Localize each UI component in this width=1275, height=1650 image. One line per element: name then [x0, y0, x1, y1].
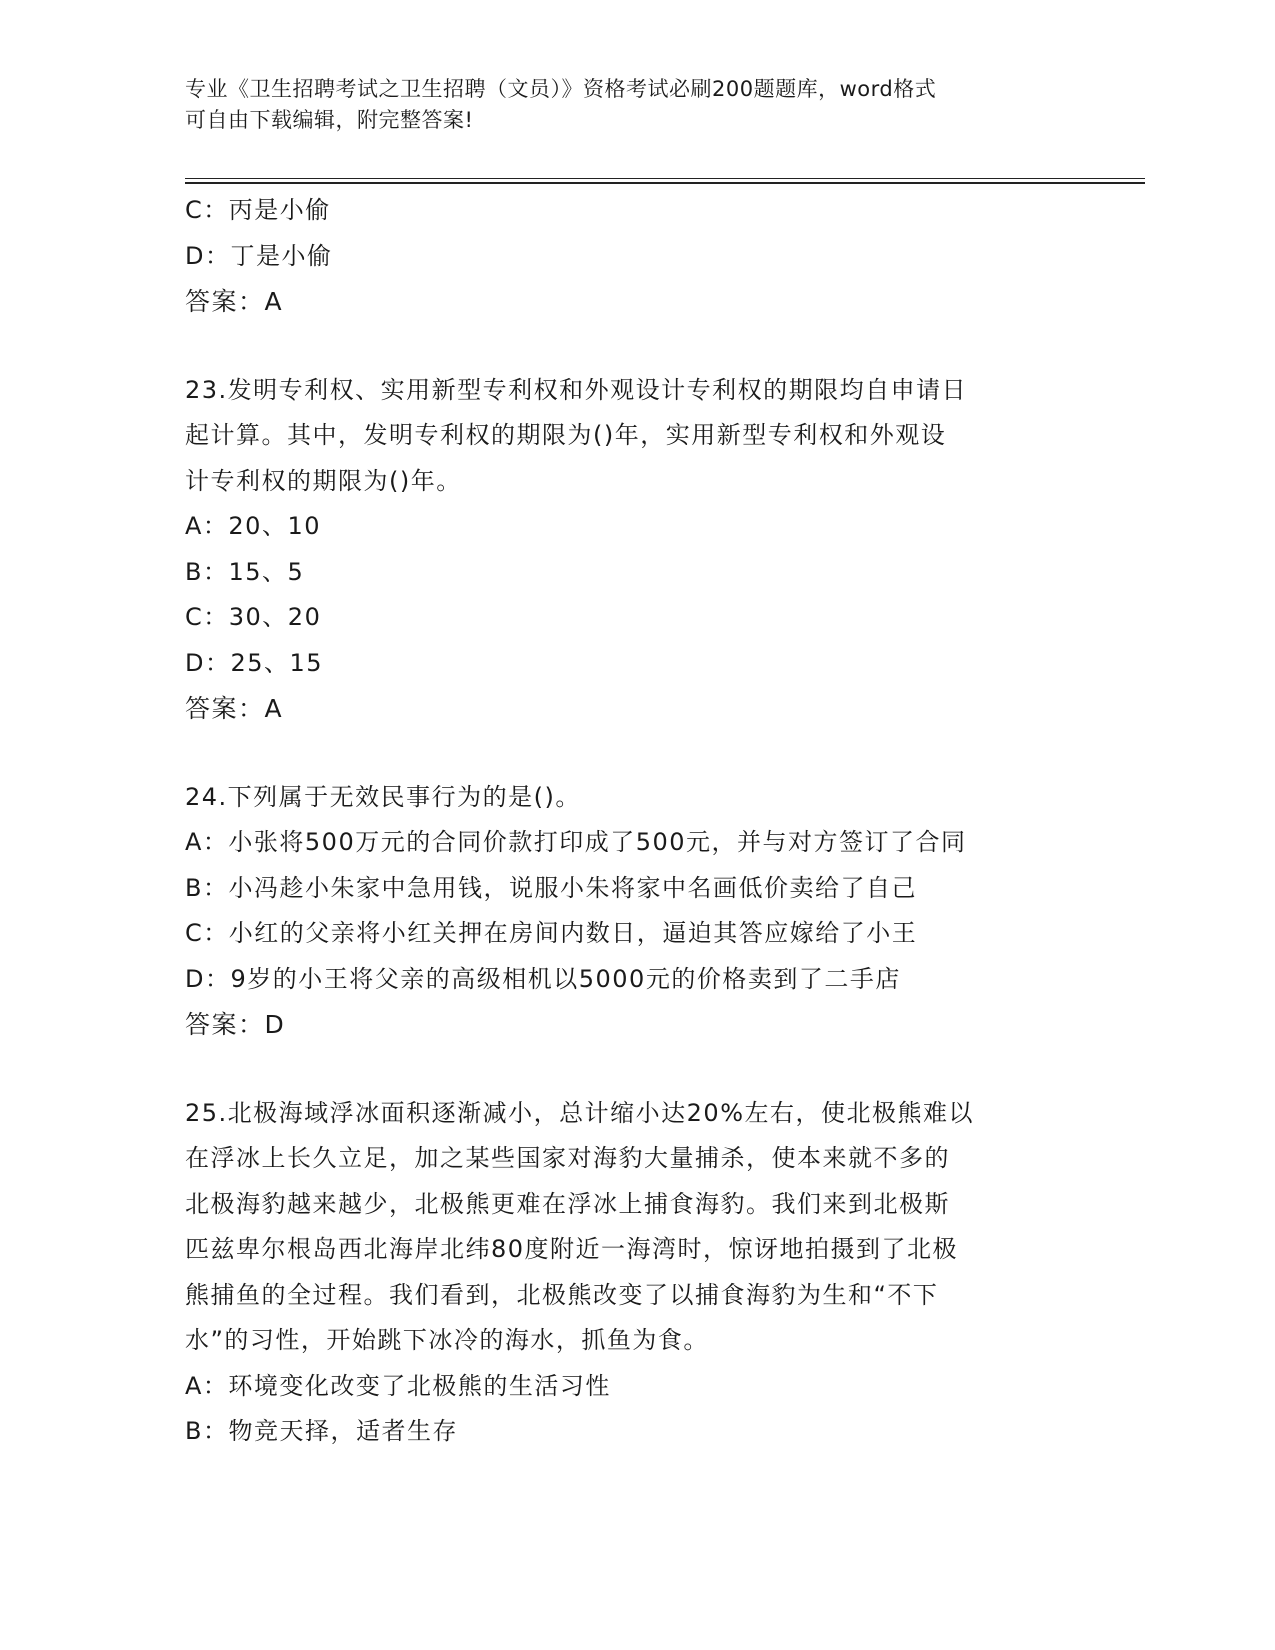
q24-option-b: B：小冯趁小朱家中急用钱，说服小朱将家中名画低价卖给了自己	[185, 873, 917, 902]
question-24	[185, 775, 1085, 1048]
q25-stem-line-1: 25.北极海域浮冰面积逐渐减小，总计缩小达20%左右，使北极熊难以	[185, 1098, 975, 1127]
q25-stem-line-2: 在浮冰上长久立足，加之某些国家对海豹大量捕杀，使本来就不多的	[185, 1144, 950, 1172]
q22-option-c: C：丙是小偷	[185, 196, 331, 224]
q23-stem-line-3: 计专利权的期限为()年。	[185, 466, 462, 495]
spacer	[185, 325, 1085, 368]
q24-option-d: D：9岁的小王将父亲的高级相机以5000元的价格卖到了二手店	[185, 964, 901, 993]
q25-option-b: B：物竞天择，适者生存	[185, 1417, 458, 1445]
q22-option-d: D：丁是小偷	[185, 241, 333, 270]
question-25	[185, 1091, 1085, 1455]
q25-stem-line-6: 水”的习性，开始跳下冰冷的海水，抓鱼为食。	[185, 1326, 709, 1354]
header-title-line-2: 可自由下载编辑，附完整答案!	[185, 108, 474, 132]
q24-answer: 答案：D	[185, 1010, 286, 1039]
q24-option-a: A：小张将500万元的合同价款打印成了500元，并与对方签订了合同	[185, 828, 967, 856]
spacer	[185, 1048, 1085, 1091]
header-divider-thick	[185, 182, 1145, 184]
header-title-line-1: 专业《卫生招聘考试之卫生招聘（文员）》资格考试必刷200题题库，word格式	[185, 77, 937, 101]
q23-answer: 答案：A	[185, 694, 284, 723]
q25-stem-line-4: 匹兹卑尔根岛西北海岸北纬80度附近一海湾时，惊讶地拍摄到了北极	[185, 1235, 959, 1263]
q25-option-a: A：环境变化改变了北极熊的生活习性	[185, 1371, 611, 1400]
q23-stem-line-1: 23.发明专利权、实用新型专利权和外观设计专利权的期限均自申请日	[185, 375, 968, 404]
question-22-tail	[185, 188, 1085, 325]
q24-stem-line-1: 24.下列属于无效民事行为的是()。	[185, 782, 581, 811]
document-header	[185, 74, 1085, 136]
q23-option-b: B：15、5	[185, 557, 305, 586]
question-content	[185, 188, 1085, 1455]
q22-answer: 答案：A	[185, 287, 284, 316]
q24-option-c: C：小红的父亲将小红关押在房间内数日，逼迫其答应嫁给了小王	[185, 919, 918, 947]
header-divider-thin	[185, 178, 1145, 179]
q23-option-d: D：25、15	[185, 648, 324, 677]
q25-stem-line-3: 北极海豹越来越少，北极熊更难在浮冰上捕食海豹。我们来到北极斯	[185, 1189, 950, 1218]
q23-option-c: C：30、20	[185, 603, 322, 631]
question-23	[185, 368, 1085, 732]
q23-option-a: A：20、10	[185, 512, 321, 540]
q25-stem-line-5: 熊捕鱼的全过程。我们看到，北极熊改变了以捕食海豹为生和“不下	[185, 1280, 939, 1309]
spacer	[185, 732, 1085, 775]
q23-stem-line-2: 起计算。其中，发明专利权的期限为()年，实用新型专利权和外观设	[185, 421, 947, 449]
